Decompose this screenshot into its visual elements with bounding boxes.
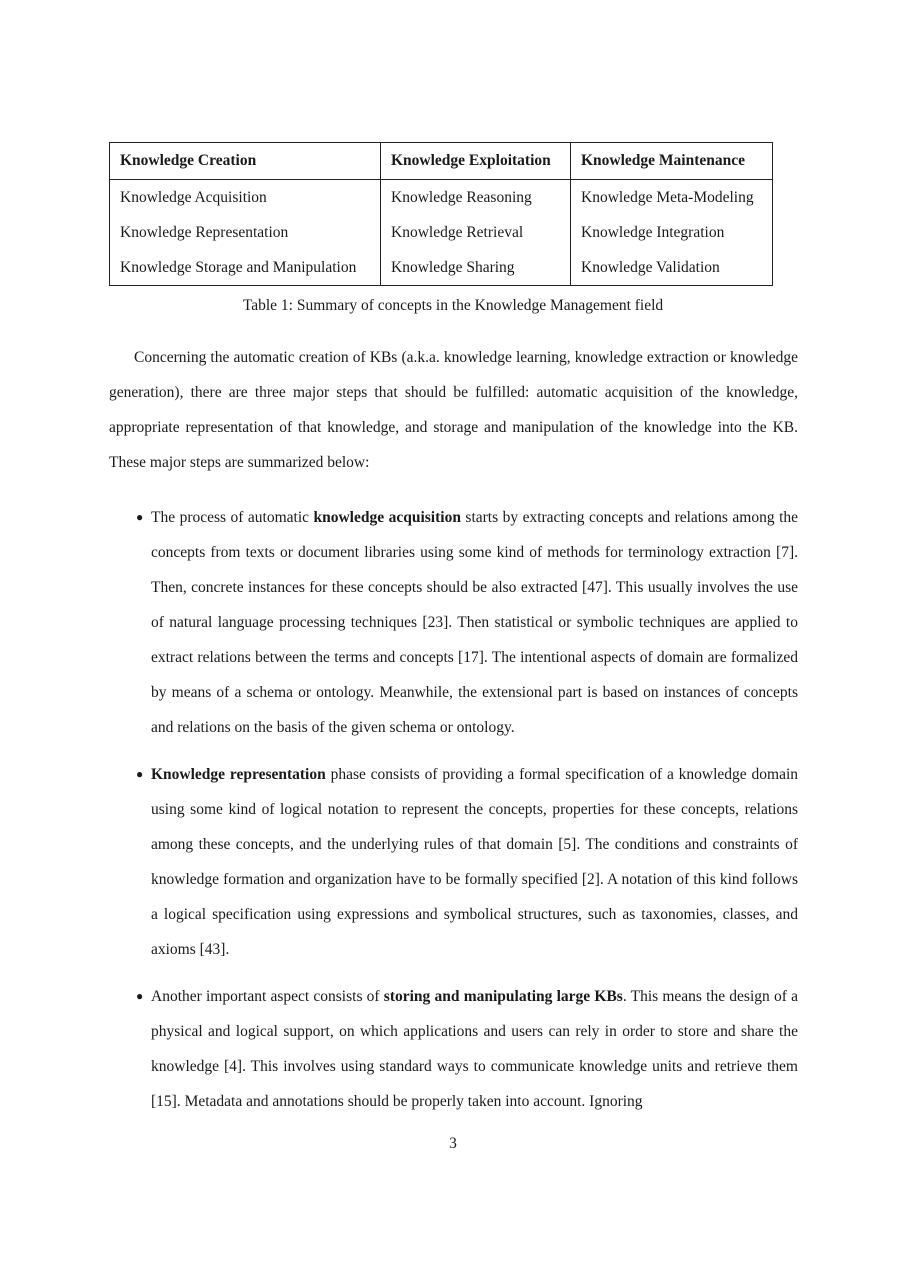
major-steps-list [109, 500, 798, 1131]
table-row [110, 250, 773, 286]
bullet-bold-term: Knowledge representation [151, 766, 326, 783]
header-knowledge-maintenance: Knowledge Maintenance [571, 143, 773, 180]
bullet-bold-term: storing and manipulating large KBs [383, 988, 623, 1005]
bullet-text-pre: Another important aspect consists of [151, 988, 384, 1005]
bullet-text-post: . This means the design of a physical and logical support, on which applications and users can rely in order to store and share the knowledge [4]. This involves using standard ways to communicate knowledge units and retrieve them [15]. Metadata and annotations should be properly taken into account. Ignoring [151, 988, 798, 1110]
table-row [110, 180, 773, 216]
table-cell: Knowledge Reasoning [381, 180, 571, 216]
header-knowledge-exploitation: Knowledge Exploitation [381, 143, 571, 180]
bullet-text-post: phase consists of providing a formal specification of a knowledge domain using some kind of logical notation to represent the concepts, properties for these concepts, relations among these concepts, and the underlying rules of that domain [5]. The conditions and constraints of knowledge formation and organization have to be formally specified [2]. A notation of this kind follows a logical specification using expressions and symbolical structures, such as taxonomies, classes, and axioms [43]. [151, 766, 799, 958]
table-cell: Knowledge Integration [571, 215, 773, 250]
list-item [109, 979, 798, 1119]
table-caption: Table 1: Summary of concepts in the Knowledge Management field [242, 297, 664, 314]
table-cell: Knowledge Meta-Modeling [571, 180, 773, 216]
page-number: 3 [449, 1135, 457, 1152]
table-header-row [110, 143, 773, 180]
bullet-text-pre: The process of automatic [151, 509, 314, 526]
bullet-text-post: starts by extracting concepts and relations among the concepts from texts or document libraries using some kind of methods for terminology extraction [7]. Then, concrete instances for these concepts should be also extracted [47]. This usually involves the use of natural language processing techniques [23]. Then statistical or symbolic techniques are applied to extract relations between the terms and concepts [17]. The intentional aspects of domain are formalized by means of a schema or ontology. Meanwhile, the extensional part is based on instances of concepts and relations on the basis of the given schema or ontology. [151, 509, 799, 736]
table-cell: Knowledge Representation [120, 223, 289, 241]
header-knowledge-creation: Knowledge Creation [110, 143, 381, 180]
bullet-icon: ● [136, 767, 144, 781]
table-cell: Knowledge Storage and Manipulation [120, 258, 357, 276]
table-cell: Knowledge Sharing [381, 250, 571, 286]
bullet-icon: ● [136, 510, 144, 524]
table-cell: Knowledge Retrieval [381, 215, 571, 250]
bullet-icon: ● [136, 989, 144, 1003]
summary-table [109, 142, 773, 286]
list-item [109, 500, 798, 745]
list-item [109, 757, 798, 967]
table-row [110, 215, 773, 250]
table-cell: Knowledge Acquisition [120, 188, 267, 206]
intro-paragraph: Concerning the automatic creation of KBs (a.k.a. knowledge learning, knowledge extraction or knowledge generation), there are three major steps that should be fulfilled: automatic acquisition of the knowledge, appropriate representation of that knowledge, and storage and manipulation of the knowledge into the KB. These major steps are summarized below: [109, 349, 798, 471]
table-cell: Knowledge Validation [571, 250, 773, 286]
bullet-bold-term: knowledge acquisition [313, 509, 461, 526]
summary-table-container [109, 142, 773, 286]
